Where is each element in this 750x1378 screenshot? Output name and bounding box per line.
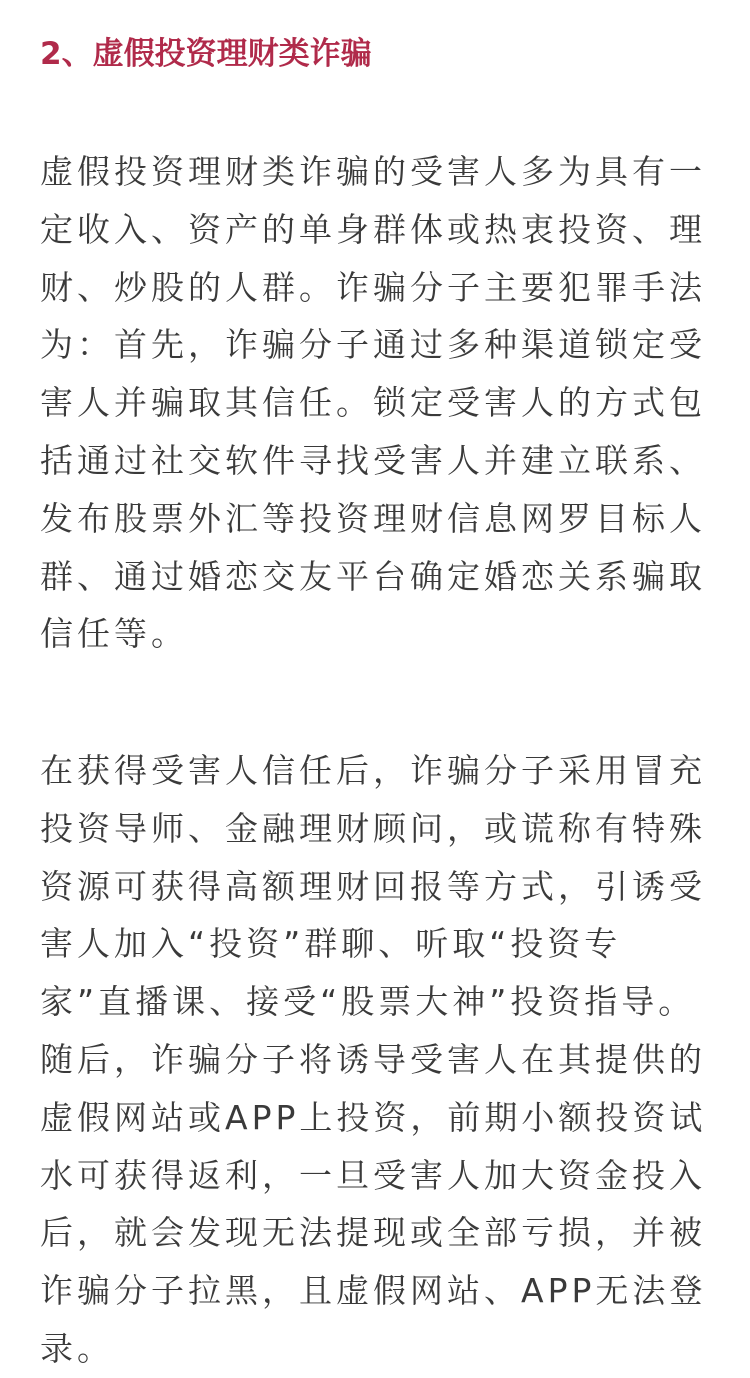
paragraph-fraud-process: 在获得受害人信任后，诈骗分子采用冒充投资导师、金融理财顾问，或谎称有特殊资源可获得高额理财回报等方式，引诱受害人加入“投资”群聊、听取“投资专家”直播课、接受“股票大神”投资指导。随后，诈骗分子将诱导受害人在其提供的虚假网站或APP上投资，前期小额投资试水可获得返利，一旦受害人加大资金投入后，就会发现无法提现或全部亏损，并被诈骗分子拉黑，且虚假网站、APP无法登录。 — [40, 751, 707, 1368]
paragraph-victims-and-methods: 虚假投资理财类诈骗的受害人多为具有一定收入、资产的单身群体或热衷投资、理财、炒股的人群。诈骗分子主要犯罪手法为：首先，诈骗分子通过多种渠道锁定受害人并骗取其信任。锁定受害人的方式包括通过社交软件寻找受害人并建立联系、发布股票外汇等投资理财信息网罗目标人群、通过婚恋交友平台确定婚恋关系骗取信任等。 — [40, 152, 706, 654]
section-heading: 2、虚假投资理财类诈骗 — [40, 36, 372, 72]
